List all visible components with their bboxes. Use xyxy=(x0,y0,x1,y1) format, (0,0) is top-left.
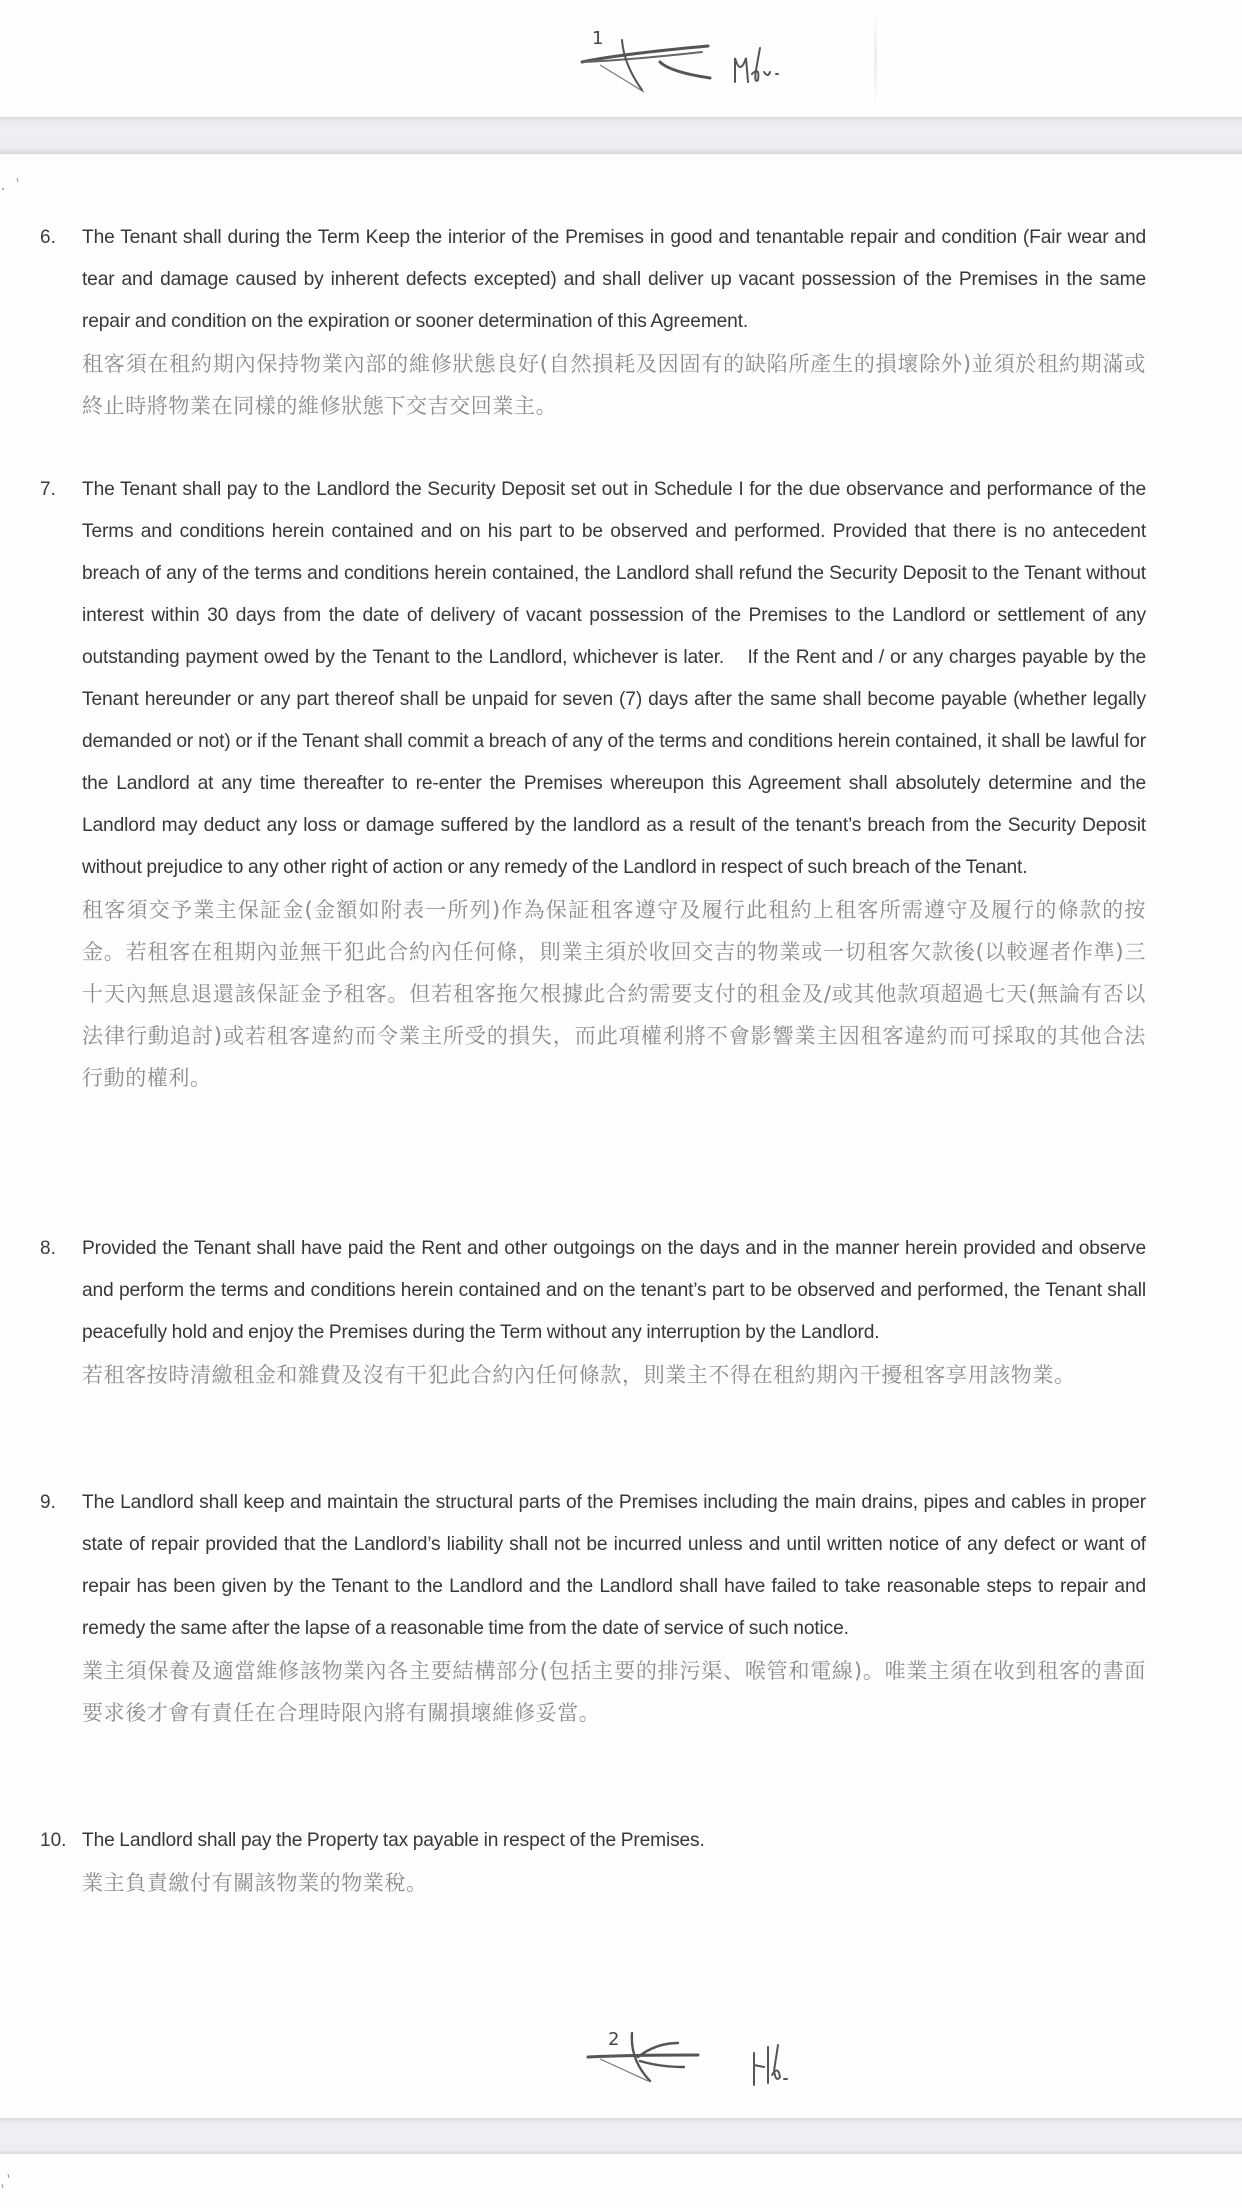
clause-chinese-text: 若租客按時清繳租金和雜費及沒有干犯此合約內任何條款，則業主不得在租約期內干擾租客享用該物業。 xyxy=(82,1363,1076,1387)
clause-number: 10. xyxy=(40,1830,67,1851)
clause-chinese-text: 業主負責繳付有關該物業的物業稅。 xyxy=(82,1871,428,1895)
scan-fold-line xyxy=(874,8,877,108)
page-number: 2 xyxy=(608,2029,620,2050)
scan-speck-icon xyxy=(0,2170,30,2190)
page-3 xyxy=(0,2154,1242,2208)
clause-chinese-text: 租客須交予業主保証金(金額如附表一所列)作為保証租客遵守及履行此租約上租客所需遵守及履行的條款的按金。若租客在租期內並無干犯此合約內任何條，則業主須於收回交吉的物業或一切租客欠款後(以較遲者作準)三十天內無息退還該保証金予租客。但若租客拖欠根據此合約需要支付的租金及/或其他款項超過七天(無論有否以法律行動追討)或若租客違約而令業主所受的損失，而此項權利將不會影響業主因租客違約而可採取的其他合法行動的權利。 xyxy=(82,898,1146,1090)
clause-english-text: The Landlord shall keep and maintain the structural parts of the Premises including the main drains, pipes and cables in proper state of repair provided that the Landlord’s liability shall not be incurred unless and until written notice of any defect or want of repair has been given by the Tenant to the Landlord and the Landlord shall have failed to take reasonable steps to repair and remedy the same after the lapse of a reasonable time from the date of service of such notice. xyxy=(82,1492,1146,1639)
clause-number: 7. xyxy=(40,479,56,500)
page-1-signature xyxy=(560,10,800,100)
clause-english-text: The Tenant shall during the Term Keep the interior of the Premises in good and tenantable repair and condition (Fair wear and tear and damage caused by inherent defects excepted) and shall deliver up vacant possession of the Premises in the same repair and condition on the expiration or sooner determination of this Agreement. xyxy=(82,227,1146,332)
clause-english-text: Provided the Tenant shall have paid the Rent and other outgoings on the days and in the manner herein provided and observe and perform the terms and conditions herein contained and on the tenant’s part to be observed and performed, the Tenant shall peacefully hold and enjoy the Premises during the Term without any interruption by the Landlord. xyxy=(82,1238,1146,1343)
signature-mark-icon xyxy=(560,2005,800,2095)
clause-english-text: The Landlord shall pay the Property tax payable in respect of the Premises. xyxy=(82,1830,705,1851)
page-1-footer xyxy=(0,0,1242,117)
page-2-signature xyxy=(560,2005,800,2095)
signature-mark-icon xyxy=(560,10,800,100)
scan-speck-icon xyxy=(0,172,30,192)
clause-chinese-text: 租客須在租約期內保持物業內部的維修狀態良好(自然損耗及因固有的缺陷所產生的損壞除外)並須於租約期滿或終止時將物業在同樣的維修狀態下交吉交回業主。 xyxy=(82,352,1146,418)
page-separator xyxy=(0,2118,1242,2155)
clause-number: 6. xyxy=(40,227,56,248)
clause-chinese-text: 業主須保養及適當維修該物業內各主要結構部分(包括主要的排污渠、喉管和電線)。唯業主須在收到租客的書面要求後才會有責任在合理時限內將有關損壞維修妥當。 xyxy=(82,1659,1146,1725)
clause-english-text: The Tenant shall pay to the Landlord the Security Deposit set out in Schedule I for the due observance and performance of the Terms and conditions herein contained and on his part to be observed and performed. Provided that there is no antecedent breach of any of the terms and conditions herein contained, the Landlord shall refund the Security Deposit to the Tenant without interest within 30 days from the date of delivery of vacant possession of the Premises to the Landlord or settlement of any outstanding payment owed by the Tenant to the Landlord, whichever is later. If the Rent and / or any charges payable by the Tenant hereunder or any part thereof shall be unpaid for seven (7) days after the same shall become payable (whether legally demanded or not) or if the Tenant shall commit a breach of any of the terms and conditions herein contained, it shall be lawful for the Landlord at any time thereafter to re-enter the Premises whereupon this Agreement shall absolutely determine and the Landlord may deduct any loss or damage suffered by the landlord as a result of the tenant’s breach from the Security Deposit without prejudice to any other right of action or any remedy of the Landlord in respect of such breach of the Tenant. xyxy=(82,479,1146,878)
page-number: 1 xyxy=(592,28,604,49)
clause-number: 9. xyxy=(40,1492,56,1513)
clause-number: 8. xyxy=(40,1238,56,1259)
page-separator xyxy=(0,117,1242,154)
